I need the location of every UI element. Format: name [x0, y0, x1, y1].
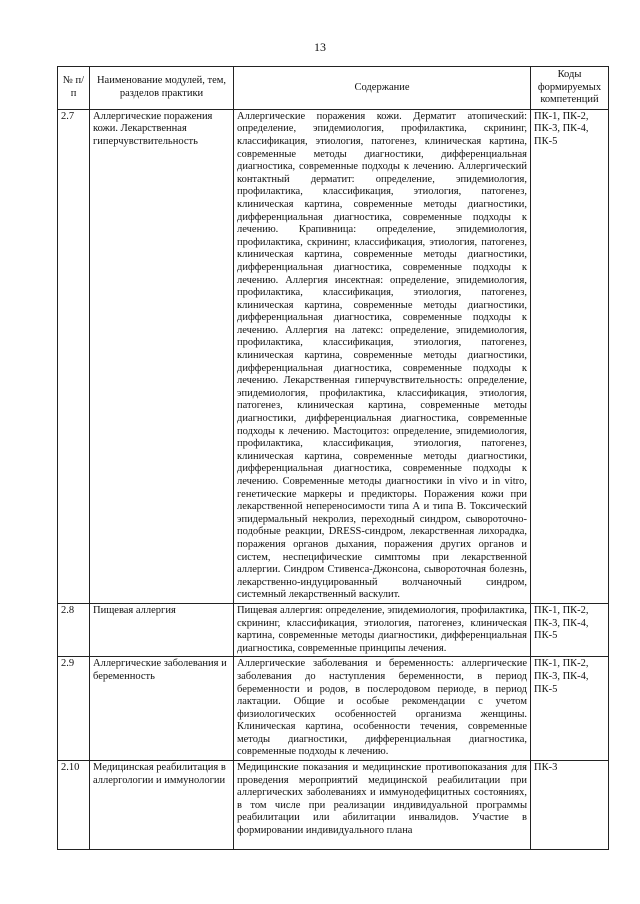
row-content: Медицинские показания и медицинские противопоказания для проведения мероприятий медицинской реабилитации при аллергических заболеваниях и иммунодефицитных состояниях, в том числе при реализации индивидуальной программы реабилитации или абилитации инвалидов. Участие в формировании индивидуального плана — [237, 762, 527, 837]
row-codes: ПК-3 — [531, 761, 609, 850]
row-name: Аллергические заболевания и беременность — [90, 657, 234, 761]
row-number: 2.9 — [58, 657, 90, 761]
row-content: Пищевая аллергия: определение, эпидемиология, профилактика, скрининг, классификация, этиология, патогенез, клиническая картина, современные методы диагностики, дифференциальная диагностика, современные принципы лечения. — [234, 603, 531, 656]
row-number: 2.7 — [58, 109, 90, 603]
row-name: Пищевая аллергия — [90, 603, 234, 656]
table-row — [58, 761, 609, 850]
table-row — [58, 109, 609, 603]
row-codes: ПК-1, ПК-2, ПК-3, ПК-4, ПК-5 — [531, 657, 609, 761]
row-number: 2.8 — [58, 603, 90, 656]
header-codes: Коды формируемых компетенций — [531, 67, 609, 110]
row-codes: ПК-1, ПК-2, ПК-3, ПК-4, ПК-5 — [531, 109, 609, 603]
header-number: № п/п — [58, 67, 90, 110]
row-name: Медицинская реабилитация в аллергологии и иммунологии — [90, 761, 234, 850]
curriculum-table — [57, 66, 609, 850]
table-row — [58, 657, 609, 761]
row-content: Аллергические заболевания и беременность: аллергические заболевания до наступления беременности, в период беременности и родов, в послеродовом периоде, в период лактации. Общие и особые рекомендации с учетом физиологических особенностей организма женщины. Клиническая картина, особенности течения, современные методы диагностики, дифференциальная диагностика, современные подходы к лечению. — [234, 657, 531, 761]
header-content: Содержание — [234, 67, 531, 110]
row-content: Аллергические поражения кожи. Дерматит атопический: определение, эпидемиология, профилактика, скрининг, классификация, этиология, патогенез, клиническая картина, современные методы диагностики, дифференциальная диагностика, современные подходы к лечению. Аллергический контактный дерматит: определение, эпидемиология, профилактика, классификация, этиология, патогенез, клиническая картина, современные методы диагностики, дифференциальная диагностика, современные подходы к лечению. Крапивница: определение, эпидемиология, профилактика, скрининг, классификация, этиология, патогенез, клиническая картина, современные методы диагностики, дифференциальная диагностика, современные подходы к лечению. Аллергия инсектная: определение, эпидемиология, профилактика, классификация, этиология, патогенез, клиническая картина, современные методы диагностики, дифференциальная диагностика, современные подходы к лечению. Аллергия на латекс: определение, эпидемиология, профилактика, классификация, этиология, патогенез, клиническая картина, современные методы диагностики, дифференциальная диагностика, современные подходы к лечению. Лекарственная гиперчувствительность: определение, эпидемиология, профилактика, классификация, этиология, патогенез, клиническая картина, современные методы диагностики, дифференциальная диагностика, современные подходы к лечению. Мастоцитоз: определение, эпидемиология, профилактика, классификация, этиология, патогенез, клиническая картина, современные методы диагностики, дифференциальная диагностика, современные подходы к лечению. Современные методы диагностики in vivo и in vitro, генетические маркеры и предикторы. Поражения кожи при лекарственной непереносимости типа А и типа В. Токсический эпидермальный некролиз, переходный синдром, сывороточно-подобные реакции, DRESS-синдром, лекарственная лихорадка, поражения органов дыхания, поражения других органов и систем, неспецифические симптомы при лекарственной аллергии. Синдром Стивенса-Джонсона, сывороточная болезнь, лекарственно-индуцированный волчаночный синдром, системный лекарственный васкулит. — [234, 109, 531, 603]
page-number: 13 — [314, 40, 326, 54]
row-number: 2.10 — [58, 761, 90, 850]
table-row — [58, 603, 609, 656]
row-name: Аллергические поражения кожи. Лекарственная гиперчувствительность — [90, 109, 234, 603]
row-codes: ПК-1, ПК-2, ПК-3, ПК-4, ПК-5 — [531, 603, 609, 656]
row-content-cell — [234, 761, 531, 850]
table-header-row — [58, 67, 609, 110]
header-name: Наименование модулей, тем, разделов практики — [90, 67, 234, 110]
